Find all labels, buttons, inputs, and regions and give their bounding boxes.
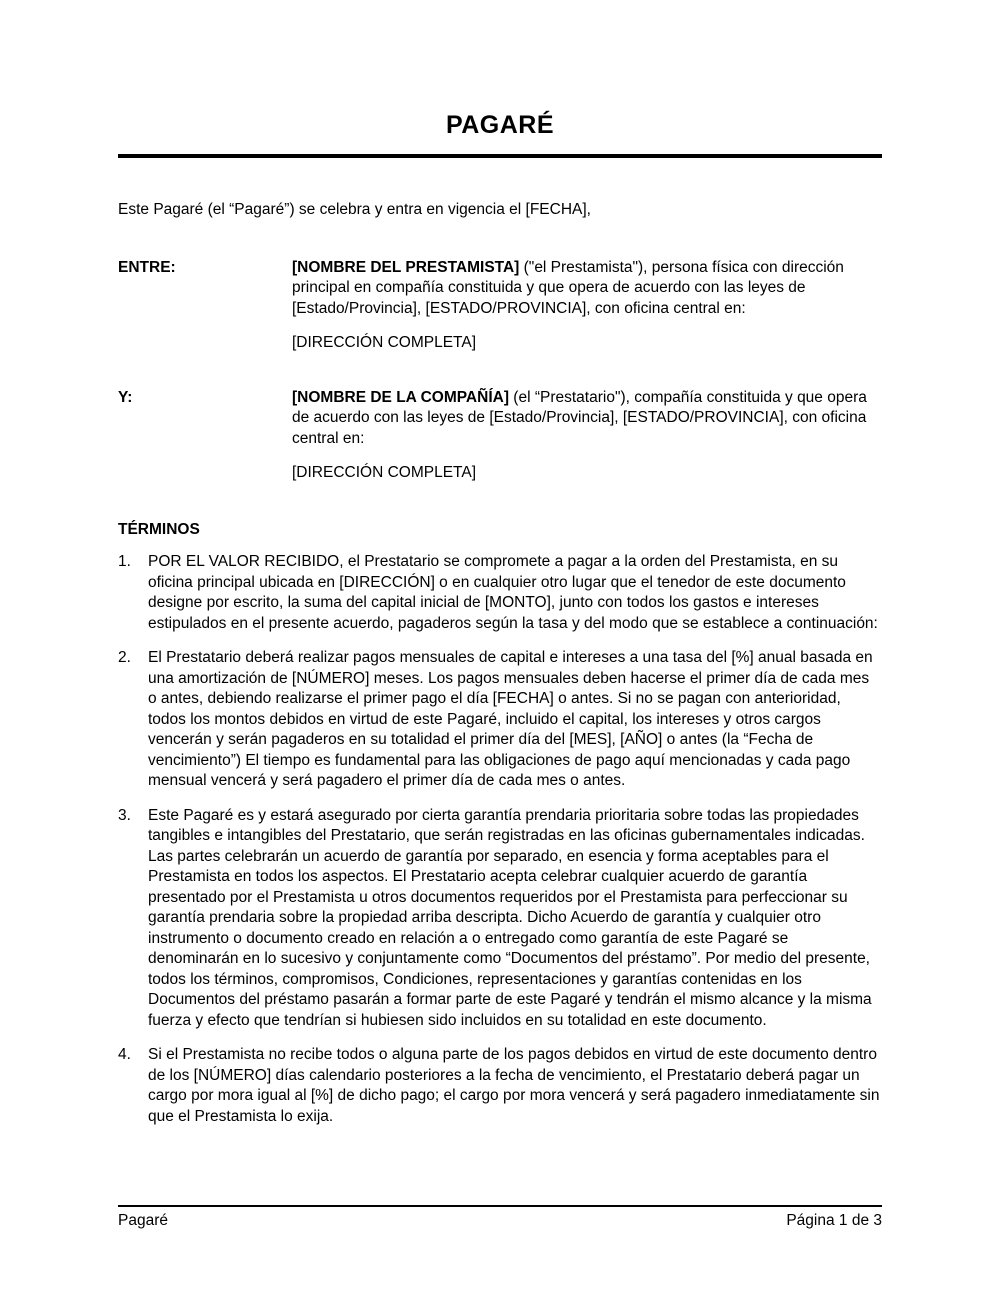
party-row-lender	[118, 258, 882, 354]
title-divider	[118, 154, 882, 158]
footer-row	[118, 1211, 882, 1232]
footer-document-name: Pagaré	[118, 1212, 168, 1229]
party-content-lender	[292, 258, 882, 354]
parties-section	[118, 258, 882, 484]
terms-list	[118, 552, 882, 1127]
party-address-borrower: [DIRECCIÓN COMPLETA]	[292, 464, 477, 481]
term-item-2	[118, 648, 882, 792]
footer-page-number: Página 1 de 3	[786, 1212, 882, 1229]
term-item-1	[118, 552, 882, 634]
footer-divider	[118, 1205, 882, 1207]
party-label-y: Y:	[118, 388, 133, 406]
party-description-borrower	[292, 388, 882, 450]
term-number: 3.	[118, 806, 131, 824]
party-name-borrower: [NOMBRE DE LA COMPAÑÍA]	[292, 388, 509, 406]
intro-paragraph: Este Pagaré (el “Pagaré”) se celebra y entra en vigencia el [FECHA],	[118, 201, 591, 218]
term-text: Si el Prestamista no recibe todos o alguna parte de los pagos debidos en virtud de este documento dentro de los [NÚMERO] días calendario posteriores a la fecha de vencimiento, el Prestatario deberá pagar un cargo por mora igual al [%] de dicho pago; el cargo por mora vencerá y será pagadero inmediatamente sin que el Prestamista lo exija.	[148, 1046, 880, 1125]
terms-heading: TÉRMINOS	[118, 520, 200, 538]
term-number: 2.	[118, 649, 131, 666]
party-description-text-lender: ("el Prestamista"), persona física con dirección principal en compañía constituida y que opera de acuerdo con las leyes de [Estado/Provincia], [ESTADO/PROVINCIA], con oficina central en:	[292, 258, 844, 317]
party-address-lender: [DIRECCIÓN COMPLETA]	[292, 334, 477, 351]
term-text: Este Pagaré es y estará asegurado por cierta garantía prendaria prioritaria sobre todas las propiedades tangibles e intangibles del Prestatario, que serán registradas en las oficinas gubernamentales indicadas. Las partes celebrarán un acuerdo de garantía por separado, en esencia y forma aceptables para el Prestamista en todos los aspectos. El Prestatario acepta celebrar cualquier acuerdo de garantía presentado por el Prestamista u otros documentos requeridos por el Prestamista para perfeccionar su garantía prendaria sobre la propiedad arriba descripta. Dicho Acuerdo de garantía y cualquier otro instrumento o documento creado en relación a o entregado como garantía de este Pagaré se denominarán en lo sucesivo y conjuntamente como “Documentos del préstamo”. Por medio del presente, todos los términos, compromisos, Condiciones, representaciones y garantías contenidas en los Documentos del préstamo pasarán a formar parte de este Pagaré y tendrán el mismo alcance y la misma fuerza y efecto que tendrían si hubiesen sido incluidos en su totalidad en este documento.	[148, 806, 872, 1029]
page-footer	[118, 1205, 882, 1232]
term-number: 4.	[118, 1046, 131, 1063]
term-item-4	[118, 1045, 882, 1127]
page-title: PAGARÉ	[445, 111, 555, 139]
party-content-borrower	[292, 388, 882, 484]
party-row-borrower	[118, 388, 882, 484]
party-description-lender	[292, 258, 882, 320]
party-description-text-borrower: (el “Prestatario"), compañía constituida y que opera de acuerdo con las leyes de [Estado/Provincia], [ESTADO/PROVINCIA], con oficina central en:	[292, 388, 867, 447]
party-name-lender: [NOMBRE DEL PRESTAMISTA]	[292, 258, 520, 276]
term-item-3	[118, 806, 882, 1032]
term-text: POR EL VALOR RECIBIDO, el Prestatario se compromete a pagar a la orden del Prestamista, en su oficina principal ubicada en [DIRECCIÓN] o en cualquier otro lugar que el tenedor de este documento designe por escrito, la suma del capital inicial de [MONTO], junto con todos los gastos e intereses estipulados en el presente acuerdo, pagaderos según la tasa y del modo que se establece a continuación:	[148, 553, 878, 632]
term-number: 1.	[118, 553, 131, 570]
term-text: El Prestatario deberá realizar pagos mensuales de capital e intereses a una tasa del [%] anual basada en una amortización de [NÚMERO] meses. Los pagos mensuales deben hacerse el primer día de cada mes o antes, debiendo realizarse el primer pago el día [FECHA] o antes. Si no se pagan con anterioridad, todos los montos debidos en virtud de este Pagaré, incluido el capital, los intereses y otros cargos vencerán y serán pagaderos en su totalidad el primer día del [MES], [AÑO] o antes (la “Fecha de vencimiento”) El tiempo es fundamental para las obligaciones de pago aquí mencionadas y cada pago mensual vencerá y será pagadero el primer día de cada mes o antes.	[148, 649, 873, 789]
party-label-entre: ENTRE:	[118, 258, 176, 276]
